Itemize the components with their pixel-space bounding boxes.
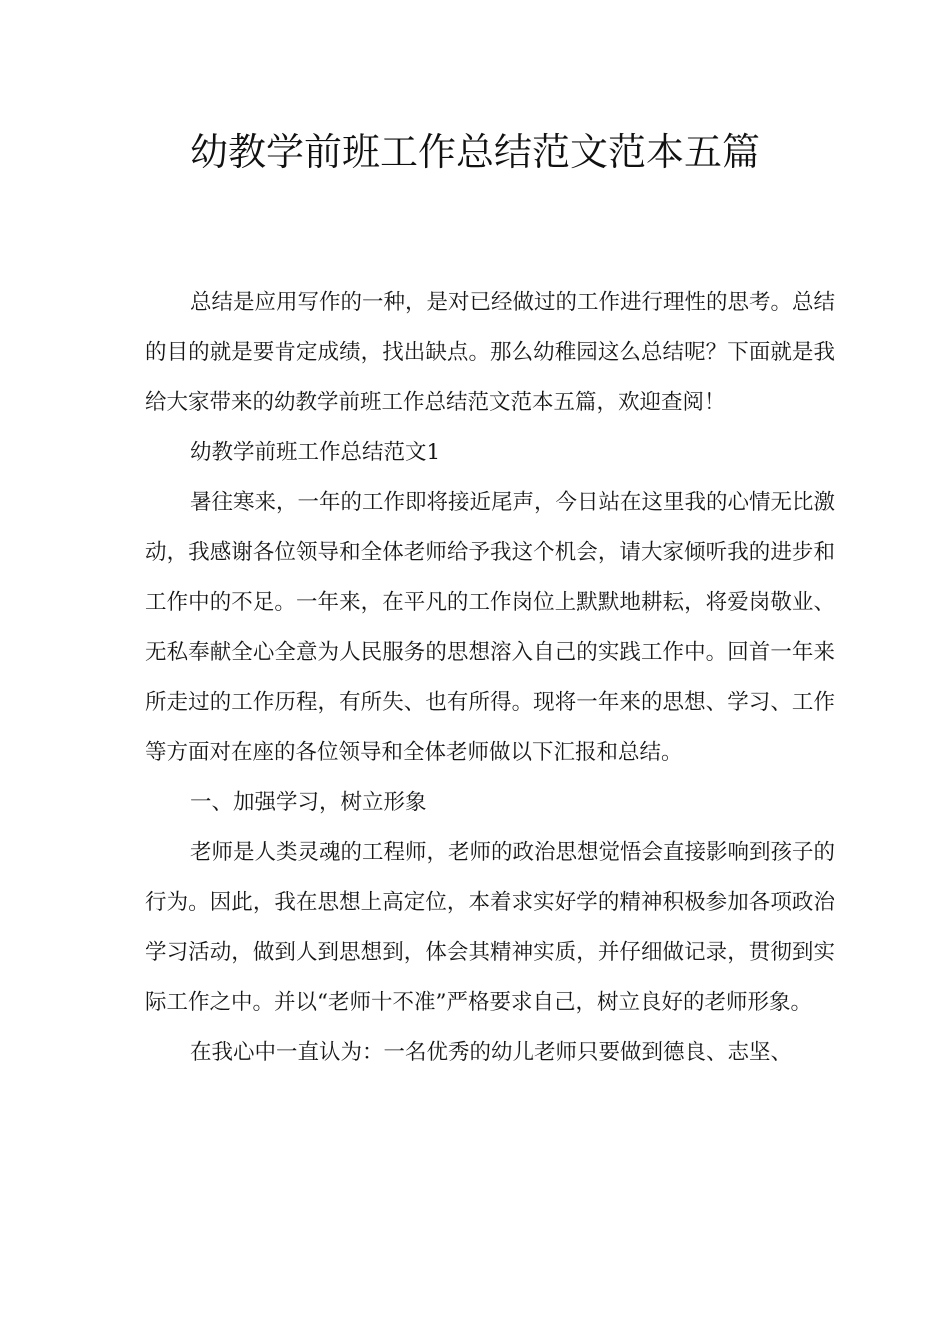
body-paragraph: 暑往寒来，一年的工作即将接近尾声，今日站在这里我的心情无比激动，我感谢各位领导和全体老师给予我这个机会，请大家倾听我的进步和工作中的不足。一年来，在平凡的工作岗位上默默地耕耘，将爱岗敬业、无私奉献全心全意为人民服务的思想溶入自己的实践工作中。回首一年来所走过的工作历程，有所失、也有所得。现将一年来的思想、学习、工作等方面对在座的各位领导和全体老师做以下汇报和总结。	[145, 490, 836, 765]
section-heading-sample-1: 幼教学前班工作总结范文1	[190, 440, 441, 465]
body-paragraph: 在我心中一直认为：一名优秀的幼儿老师只要做到德良、志坚、	[190, 1040, 793, 1065]
document-title: 幼教学前班工作总结范文范本五篇	[189, 130, 760, 174]
body-paragraph: 老师是人类灵魂的工程师，老师的政治思想觉悟会直接影响到孩子的行为。因此，我在思想上高定位，本着求实好学的精神积极参加各项政治学习活动，做到人到思想到，体会其精神实质，并仔细做记录，贯彻到实际工作之中。并以“老师十不准”严格要求自己，树立良好的老师形象。	[145, 840, 836, 1015]
document-body	[145, 278, 835, 1078]
section-heading-learning: 一、加强学习，树立形象	[190, 790, 427, 815]
intro-paragraph: 总结是应用写作的一种，是对已经做过的工作进行理性的思考。总结的目的就是要肯定成绩，找出缺点。那么幼稚园这么总结呢？下面就是我给大家带来的幼教学前班工作总结范文范本五篇，欢迎查阅！	[145, 290, 836, 415]
